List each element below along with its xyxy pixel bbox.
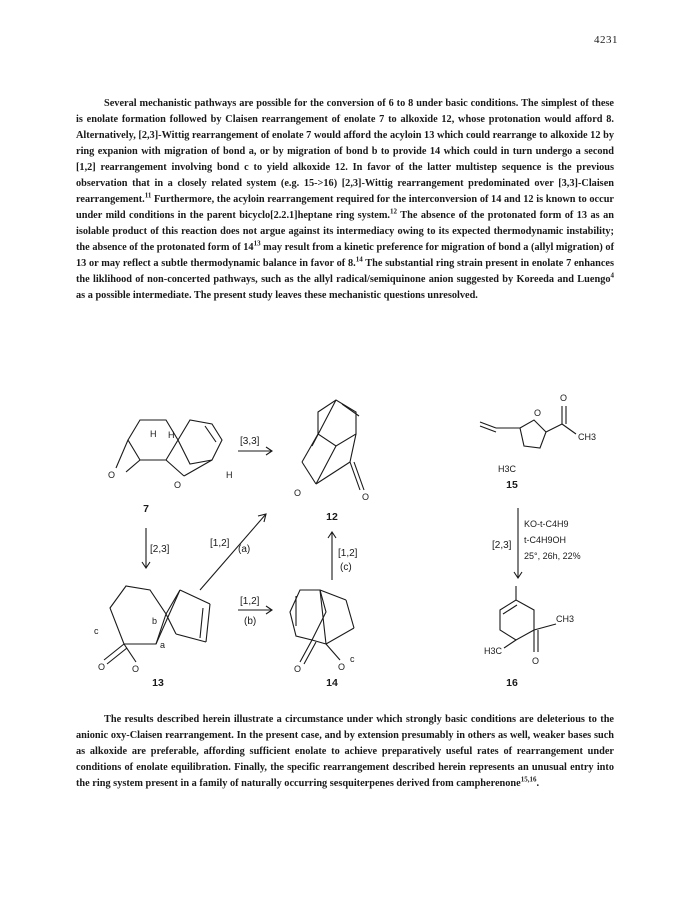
- atom-label: O: [362, 492, 370, 502]
- page-number: 4231: [594, 34, 618, 46]
- atom-label: H: [226, 470, 233, 480]
- ref-superscript: 14: [355, 255, 363, 264]
- paragraph2-text: The results described herein illustrate a circumstance under which strongly basic conditions are deleterious to the anionic oxy-Claisen rearrangement. In the present case, and by extension presumably in others as well, weaker bases such as alkoxide are preferable, affording sufficient enolate to achieve preparatively useful rates of rearrangement under conditions of enolate equilibration. Finally, the specific rearrangement described herein represents an unusual entry into the ring system present in a family of naturally occurring sesquiterpenes derived from campherenone: [76, 714, 614, 789]
- label-compound-13: 13: [152, 677, 164, 689]
- label-arrow-a: (a): [238, 544, 251, 555]
- structure-14: [290, 590, 354, 664]
- atom-label: O: [174, 480, 182, 490]
- bond-label: c: [350, 654, 355, 664]
- structure-12: [302, 400, 364, 490]
- label-arrow-3-3: [3,3]: [240, 436, 260, 447]
- ref-superscript: 12: [389, 207, 397, 216]
- ref-superscript: 15,16: [520, 775, 537, 784]
- label-arrow-1-2-b: [1,2]: [240, 596, 260, 607]
- atom-label: O: [294, 664, 302, 674]
- atom-label: O: [560, 393, 568, 403]
- atom-label: H3C: [484, 646, 503, 656]
- label-compound-16: 16: [506, 677, 518, 689]
- label-arrow-b: (b): [244, 616, 257, 627]
- structure-15: [480, 406, 576, 448]
- atom-label: H: [168, 430, 175, 440]
- paragraph1-text-c: The absence of the protonated form of 13 as an isolable product of this reaction does not argue against its intermediacy owing to its expected thermodynamic instability; the absence of the protonated form of 14: [76, 210, 614, 253]
- atom-label: O: [132, 664, 140, 674]
- arrows: [142, 447, 522, 614]
- atom-label: O: [532, 656, 540, 666]
- paragraph1-text: Several mechanistic pathways are possible for the conversion of 6 to 8 under basic conditions. The simplest of these is enolate formation followed by Claisen rearrangement of enolate 7 to alkoxide 12, whose protonation would afford 8. Alternatively, [2,3]-Wittig rearrangement of enolate 7 would afford the acyloin 13 which could rearrange to alkoxide 12 by ring expanion with migration of bond a, or by migration of bond b to provide 14 which could in turn undergo a second [1,2] rearrangement involving bond c to yield alkoxide 12. In favor of the latter multistep sequence is the previous observation that in a closely related system (e.g. 15->16) [2,3]-Wittig rearrangement predominated over [3,3]-Claisen rearrangement.: [76, 98, 614, 205]
- structure-16: [500, 586, 556, 652]
- paragraph1-text-e: The substantial ring strain present in enolate 7 enhances the liklihood of non-concerted pathways, such as the allyl radical/semiquinone anion suggested by Koreeda and Luengo: [76, 258, 614, 285]
- ref-superscript: 11: [144, 191, 152, 200]
- paragraph1-text-f: as a possible intermediate. The present study leaves these mechanistic questions unresolved.: [76, 290, 478, 301]
- bond-label: c: [94, 626, 99, 636]
- label-arrow-1-2-a: [1,2]: [210, 538, 230, 549]
- atom-label: CH3: [556, 614, 575, 624]
- atom-label: O: [338, 662, 346, 672]
- paragraph1-text-d: may result from a kinetic preference for migration of bond a (allyl migration) of 13 or may reflect a subtle thermodynamic balance in favor of 8.: [76, 242, 614, 269]
- label-conditions: 25°, 26h, 22%: [524, 551, 581, 561]
- label-arrow-15-16: [2,3]: [492, 540, 512, 551]
- atom-label: O: [294, 488, 302, 498]
- label-compound-7: 7: [143, 503, 149, 515]
- paragraph1-text-b: Furthermore, the acyloin rearrangement required for the interconversion of 14 and 12 is known to occur under mild conditions in the parent bicyclo[2.2.1]heptane ring system.: [76, 194, 614, 221]
- label-arrow-2-3: [2,3]: [150, 544, 170, 555]
- atom-label: O: [98, 662, 106, 672]
- structure-7: [116, 420, 222, 476]
- label-arrow-c: (c): [340, 562, 352, 573]
- label-arrow-1-2-c: [1,2]: [338, 548, 358, 559]
- atom-label: CH3: [578, 432, 597, 442]
- paragraph-conclusion: [76, 712, 614, 792]
- atom-label: H3C: [498, 464, 517, 474]
- ref-superscript: 4: [610, 271, 614, 280]
- label-compound-14: 14: [326, 677, 338, 689]
- bond-label: a: [160, 640, 166, 650]
- label-reagent-1: KO-t-C4H9: [524, 519, 569, 529]
- bond-label: b: [152, 616, 158, 626]
- label-compound-12: 12: [326, 511, 338, 523]
- label-compound-15: 15: [506, 479, 518, 491]
- atom-label: O: [108, 470, 116, 480]
- paragraph2-end: .: [536, 778, 540, 789]
- ref-superscript: 13: [253, 239, 261, 248]
- atom-label: O: [534, 408, 542, 418]
- label-reagent-2: t-C4H9OH: [524, 535, 567, 545]
- atom-label: H: [150, 429, 157, 439]
